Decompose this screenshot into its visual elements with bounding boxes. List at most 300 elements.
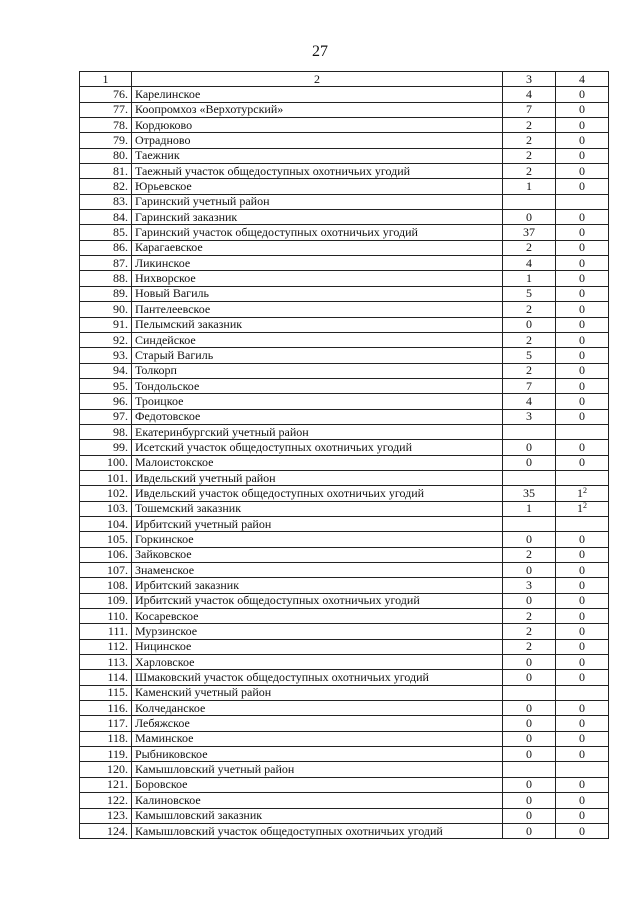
row-number xyxy=(80,286,132,301)
row-value-4-text: 0 xyxy=(579,639,585,654)
row-value-4 xyxy=(556,424,609,439)
row-number-text: 108. xyxy=(107,578,128,593)
row-name-text: Нихворское xyxy=(135,271,196,286)
row-value-4-text: 0 xyxy=(579,578,585,593)
row-name-text: Синдейское xyxy=(135,332,196,347)
row-value-4-text: 0 xyxy=(579,317,585,332)
row-value-3-text: 7 xyxy=(526,378,532,393)
table-row xyxy=(80,609,609,624)
row-name-text: Ивдельский учетный район xyxy=(135,470,276,485)
row-value-4 xyxy=(556,716,609,731)
row-number xyxy=(80,670,132,685)
row-name xyxy=(132,731,503,746)
row-name xyxy=(132,609,503,624)
table-row xyxy=(80,455,609,470)
row-name xyxy=(132,516,503,531)
row-value-4 xyxy=(556,363,609,378)
row-value-4-text: 0 xyxy=(579,102,585,117)
row-number-text: 96. xyxy=(113,393,128,408)
row-number xyxy=(80,486,132,501)
row-number xyxy=(80,133,132,148)
row-number-text: 95. xyxy=(113,378,128,393)
row-value-3 xyxy=(503,133,556,148)
row-name xyxy=(132,808,503,823)
row-number xyxy=(80,302,132,317)
row-name-text: Мурзинское xyxy=(135,624,198,639)
row-name xyxy=(132,747,503,762)
table-row xyxy=(80,210,609,225)
row-number-text: 79. xyxy=(113,133,128,148)
row-value-4 xyxy=(556,164,609,179)
table-row xyxy=(80,624,609,639)
table-row xyxy=(80,563,609,578)
row-value-3-text: 2 xyxy=(526,163,532,178)
row-name-text: Тондольское xyxy=(135,378,200,393)
table-row xyxy=(80,793,609,808)
row-value-3 xyxy=(503,501,556,516)
row-name-text: Юрьевское xyxy=(135,179,192,194)
table-row xyxy=(80,256,609,271)
row-value-4-text: 0 xyxy=(579,148,585,163)
row-value-4-text: 0 xyxy=(579,593,585,608)
row-value-3-text: 2 xyxy=(526,301,532,316)
row-number-text: 102. xyxy=(107,485,128,500)
row-value-3 xyxy=(503,593,556,608)
row-number-text: 107. xyxy=(107,562,128,577)
row-name-text: Камышловский учетный район xyxy=(135,762,295,777)
row-name xyxy=(132,762,503,777)
page-number: 27 xyxy=(312,43,328,60)
row-number xyxy=(80,731,132,746)
row-value-4 xyxy=(556,532,609,547)
row-value-3-text: 2 xyxy=(526,240,532,255)
row-name xyxy=(132,332,503,347)
row-number-text: 110. xyxy=(107,608,128,623)
table-row xyxy=(80,348,609,363)
table-row xyxy=(80,271,609,286)
row-value-4 xyxy=(556,624,609,639)
row-number xyxy=(80,823,132,838)
row-number xyxy=(80,470,132,485)
row-number xyxy=(80,424,132,439)
row-value-4 xyxy=(556,777,609,792)
row-name-text: Гаринский учетный район xyxy=(135,194,270,209)
row-name xyxy=(132,409,503,424)
row-number-text: 90. xyxy=(113,301,128,316)
row-value-3-text: 0 xyxy=(526,670,532,685)
row-value-3-text: 0 xyxy=(526,562,532,577)
row-value-4 xyxy=(556,271,609,286)
row-name-text: Харловское xyxy=(135,654,195,669)
row-number xyxy=(80,225,132,240)
row-number xyxy=(80,194,132,209)
row-number-text: 118. xyxy=(107,731,128,746)
row-number xyxy=(80,164,132,179)
row-value-4-text: 0 xyxy=(579,624,585,639)
row-value-4 xyxy=(556,808,609,823)
row-value-4 xyxy=(556,210,609,225)
row-value-3-text: 2 xyxy=(526,363,532,378)
row-value-3 xyxy=(503,317,556,332)
row-name xyxy=(132,271,503,286)
table-header-row xyxy=(80,72,609,87)
row-value-4-text: 0 xyxy=(579,746,585,761)
row-name xyxy=(132,302,503,317)
row-number-text: 82. xyxy=(113,179,128,194)
row-value-3 xyxy=(503,256,556,271)
row-number-text: 91. xyxy=(113,317,128,332)
row-value-3-text: 0 xyxy=(526,792,532,807)
row-name-text: Маминское xyxy=(135,731,194,746)
row-value-3 xyxy=(503,516,556,531)
row-name-text: Косаревское xyxy=(135,608,199,623)
row-name xyxy=(132,118,503,133)
row-value-4 xyxy=(556,747,609,762)
row-value-4-text: 0 xyxy=(579,455,585,470)
row-number-text: 116. xyxy=(107,700,128,715)
table-row xyxy=(80,409,609,424)
table-row xyxy=(80,225,609,240)
row-value-4 xyxy=(556,670,609,685)
row-name xyxy=(132,225,503,240)
row-value-3 xyxy=(503,808,556,823)
row-value-4 xyxy=(556,609,609,624)
row-number-text: 117. xyxy=(107,716,128,731)
row-value-4-text: 0 xyxy=(579,808,585,823)
table-row xyxy=(80,578,609,593)
row-value-4-text: 0 xyxy=(579,562,585,577)
table-row xyxy=(80,747,609,762)
row-value-4-text: 0 xyxy=(579,654,585,669)
column-header-2: 2 xyxy=(132,72,503,87)
row-number xyxy=(80,440,132,455)
row-value-3 xyxy=(503,470,556,485)
row-value-4 xyxy=(556,378,609,393)
row-number xyxy=(80,455,132,470)
row-value-4-text: 0 xyxy=(579,301,585,316)
row-name xyxy=(132,378,503,393)
row-value-3 xyxy=(503,394,556,409)
row-value-3 xyxy=(503,87,556,102)
row-value-3 xyxy=(503,210,556,225)
row-number xyxy=(80,609,132,624)
row-name xyxy=(132,133,503,148)
row-name-text: Шмаковский участок общедоступных охотничьих угодий xyxy=(135,670,429,685)
row-value-3-text: 7 xyxy=(526,102,532,117)
table-row xyxy=(80,102,609,117)
row-number xyxy=(80,685,132,700)
row-name-text: Карагаевское xyxy=(135,240,203,255)
row-name xyxy=(132,501,503,516)
row-name xyxy=(132,639,503,654)
row-value-4 xyxy=(556,455,609,470)
row-value-4 xyxy=(556,639,609,654)
row-value-4-text: 0 xyxy=(579,777,585,792)
row-value-4 xyxy=(556,179,609,194)
row-number xyxy=(80,148,132,163)
row-name-text: Екатеринбургский учетный район xyxy=(135,424,309,439)
row-number xyxy=(80,532,132,547)
row-value-4 xyxy=(556,118,609,133)
row-value-3-text: 2 xyxy=(526,117,532,132)
row-value-3 xyxy=(503,609,556,624)
row-number-text: 109. xyxy=(107,593,128,608)
row-value-3-text: 2 xyxy=(526,624,532,639)
row-number-text: 97. xyxy=(113,409,128,424)
row-name xyxy=(132,578,503,593)
row-number-text: 124. xyxy=(107,823,128,838)
row-name-text: Пантелеевское xyxy=(135,301,211,316)
row-value-4 xyxy=(556,409,609,424)
row-value-4-text: 0 xyxy=(579,209,585,224)
row-number xyxy=(80,348,132,363)
row-value-3-text: 4 xyxy=(526,87,532,102)
row-name xyxy=(132,655,503,670)
row-value-3 xyxy=(503,701,556,716)
table-row xyxy=(80,655,609,670)
row-value-4-text: 0 xyxy=(579,255,585,270)
table-row xyxy=(80,148,609,163)
row-number-text: 122. xyxy=(107,792,128,807)
row-number xyxy=(80,593,132,608)
row-value-3 xyxy=(503,179,556,194)
row-number-text: 104. xyxy=(107,516,128,531)
row-name-text: Карелинское xyxy=(135,87,201,102)
row-value-3 xyxy=(503,532,556,547)
row-value-3 xyxy=(503,731,556,746)
row-value-4 xyxy=(556,394,609,409)
row-number-text: 88. xyxy=(113,271,128,286)
row-name-text: Старый Вагиль xyxy=(135,347,214,362)
row-name-text: Таежник xyxy=(135,148,180,163)
row-number xyxy=(80,179,132,194)
row-value-4 xyxy=(556,302,609,317)
table-row xyxy=(80,302,609,317)
row-value-4-text: 0 xyxy=(579,439,585,454)
row-name xyxy=(132,194,503,209)
row-value-3-text: 0 xyxy=(526,593,532,608)
row-value-3-text: 0 xyxy=(526,808,532,823)
row-number-text: 100. xyxy=(107,455,128,470)
row-name-text: Ницинское xyxy=(135,639,192,654)
row-value-4 xyxy=(556,332,609,347)
row-number xyxy=(80,87,132,102)
row-number-text: 114. xyxy=(107,670,128,685)
row-value-4 xyxy=(556,547,609,562)
row-value-3-text: 1 xyxy=(526,179,532,194)
row-number-text: 89. xyxy=(113,286,128,301)
row-name-text: Камышловский заказник xyxy=(135,808,263,823)
row-value-3-text: 5 xyxy=(526,286,532,301)
row-value-4 xyxy=(556,286,609,301)
row-number xyxy=(80,394,132,409)
row-number xyxy=(80,747,132,762)
row-name xyxy=(132,440,503,455)
row-number xyxy=(80,332,132,347)
row-value-3 xyxy=(503,655,556,670)
row-value-3-text: 5 xyxy=(526,347,532,362)
row-name-text: Отрадново xyxy=(135,133,191,148)
row-value-3 xyxy=(503,378,556,393)
row-name-text: Зайковское xyxy=(135,547,192,562)
row-number-text: 106. xyxy=(107,547,128,562)
row-name xyxy=(132,793,503,808)
row-number xyxy=(80,240,132,255)
row-name xyxy=(132,532,503,547)
row-name-text: Пелымский заказник xyxy=(135,317,243,332)
row-name-text: Гаринский заказник xyxy=(135,209,238,224)
row-value-4 xyxy=(556,563,609,578)
row-value-4 xyxy=(556,501,609,516)
table-row xyxy=(80,547,609,562)
row-name xyxy=(132,716,503,731)
row-number xyxy=(80,716,132,731)
row-number-text: 93. xyxy=(113,347,128,362)
row-value-3-text: 0 xyxy=(526,455,532,470)
row-number-text: 112. xyxy=(107,639,128,654)
row-number-text: 101. xyxy=(107,470,128,485)
row-number-text: 103. xyxy=(107,501,128,516)
table-row xyxy=(80,332,609,347)
table-row xyxy=(80,808,609,823)
row-value-4-text: 0 xyxy=(579,363,585,378)
row-value-4-text: 0 xyxy=(579,286,585,301)
row-name xyxy=(132,701,503,716)
row-name-text: Толкорп xyxy=(135,363,177,378)
table-row xyxy=(80,194,609,209)
row-value-3 xyxy=(503,286,556,301)
row-value-4 xyxy=(556,348,609,363)
row-number xyxy=(80,363,132,378)
row-name xyxy=(132,394,503,409)
row-value-4-text: 0 xyxy=(579,531,585,546)
row-number-text: 80. xyxy=(113,148,128,163)
row-number-text: 77. xyxy=(113,102,128,117)
row-number xyxy=(80,808,132,823)
row-name xyxy=(132,486,503,501)
row-value-3 xyxy=(503,225,556,240)
row-number-text: 120. xyxy=(107,762,128,777)
row-value-4-text: 0 xyxy=(579,792,585,807)
row-number-text: 92. xyxy=(113,332,128,347)
row-number xyxy=(80,578,132,593)
row-name xyxy=(132,240,503,255)
row-name-text: Троицкое xyxy=(135,393,184,408)
row-number xyxy=(80,118,132,133)
row-number-text: 121. xyxy=(107,777,128,792)
row-value-3 xyxy=(503,685,556,700)
row-value-3 xyxy=(503,332,556,347)
row-value-4-text: 0 xyxy=(579,716,585,731)
row-name-text: Федотовское xyxy=(135,409,201,424)
row-value-3-text: 0 xyxy=(526,439,532,454)
row-number-text: 86. xyxy=(113,240,128,255)
row-value-3 xyxy=(503,302,556,317)
row-value-3-text: 2 xyxy=(526,547,532,562)
row-name xyxy=(132,102,503,117)
table-row xyxy=(80,470,609,485)
row-number-text: 98. xyxy=(113,424,128,439)
row-name xyxy=(132,256,503,271)
row-number xyxy=(80,516,132,531)
row-name-text: Тошемский заказник xyxy=(135,501,242,516)
row-name xyxy=(132,593,503,608)
row-name-text: Каменский учетный район xyxy=(135,685,272,700)
row-number-text: 99. xyxy=(113,439,128,454)
row-value-4-text: 0 xyxy=(579,608,585,623)
row-value-3 xyxy=(503,440,556,455)
row-value-3 xyxy=(503,747,556,762)
table-row xyxy=(80,731,609,746)
row-value-4 xyxy=(556,762,609,777)
row-value-3 xyxy=(503,240,556,255)
hunting-grounds-table xyxy=(79,71,609,839)
row-value-3 xyxy=(503,823,556,838)
row-value-3 xyxy=(503,455,556,470)
column-header-3: 3 xyxy=(503,72,556,87)
row-value-3-text: 2 xyxy=(526,148,532,163)
row-value-4-text: 0 xyxy=(579,731,585,746)
row-value-3 xyxy=(503,148,556,163)
row-value-4 xyxy=(556,823,609,838)
row-name xyxy=(132,777,503,792)
column-header-1: 1 xyxy=(80,72,132,87)
row-name xyxy=(132,670,503,685)
table-row xyxy=(80,516,609,531)
row-value-3 xyxy=(503,624,556,639)
row-name-text: Ивдельский участок общедоступных охотничьих угодий xyxy=(135,485,425,500)
row-number xyxy=(80,501,132,516)
row-number-text: 94. xyxy=(113,363,128,378)
row-value-4 xyxy=(556,593,609,608)
row-number-text: 84. xyxy=(113,209,128,224)
row-number xyxy=(80,777,132,792)
table-row xyxy=(80,179,609,194)
row-value-3-text: 0 xyxy=(526,823,532,838)
row-name xyxy=(132,685,503,700)
row-value-3 xyxy=(503,164,556,179)
row-name-text: Колчеданское xyxy=(135,700,206,715)
table-row xyxy=(80,486,609,501)
row-value-4-text: 0 xyxy=(579,271,585,286)
table-row xyxy=(80,317,609,332)
row-name xyxy=(132,424,503,439)
row-value-3-text: 37 xyxy=(523,225,535,240)
row-number-text: 115. xyxy=(107,685,128,700)
row-number xyxy=(80,547,132,562)
row-value-4-text: 0 xyxy=(579,700,585,715)
table-row xyxy=(80,532,609,547)
table-row xyxy=(80,440,609,455)
row-number-text: 81. xyxy=(113,163,128,178)
row-name xyxy=(132,210,503,225)
row-value-4 xyxy=(556,133,609,148)
row-value-3-text: 0 xyxy=(526,654,532,669)
row-value-4 xyxy=(556,102,609,117)
row-value-4 xyxy=(556,225,609,240)
row-value-4-text: 0 xyxy=(579,823,585,838)
row-value-3-text: 1 xyxy=(526,271,532,286)
row-value-3-text: 4 xyxy=(526,255,532,270)
row-number-text: 78. xyxy=(113,117,128,132)
row-number xyxy=(80,655,132,670)
row-value-4 xyxy=(556,731,609,746)
table-row xyxy=(80,501,609,516)
row-name-text: Камышловский участок общедоступных охотничьих угодий xyxy=(135,823,443,838)
row-value-3-text: 4 xyxy=(526,393,532,408)
row-value-3 xyxy=(503,793,556,808)
table-row xyxy=(80,378,609,393)
